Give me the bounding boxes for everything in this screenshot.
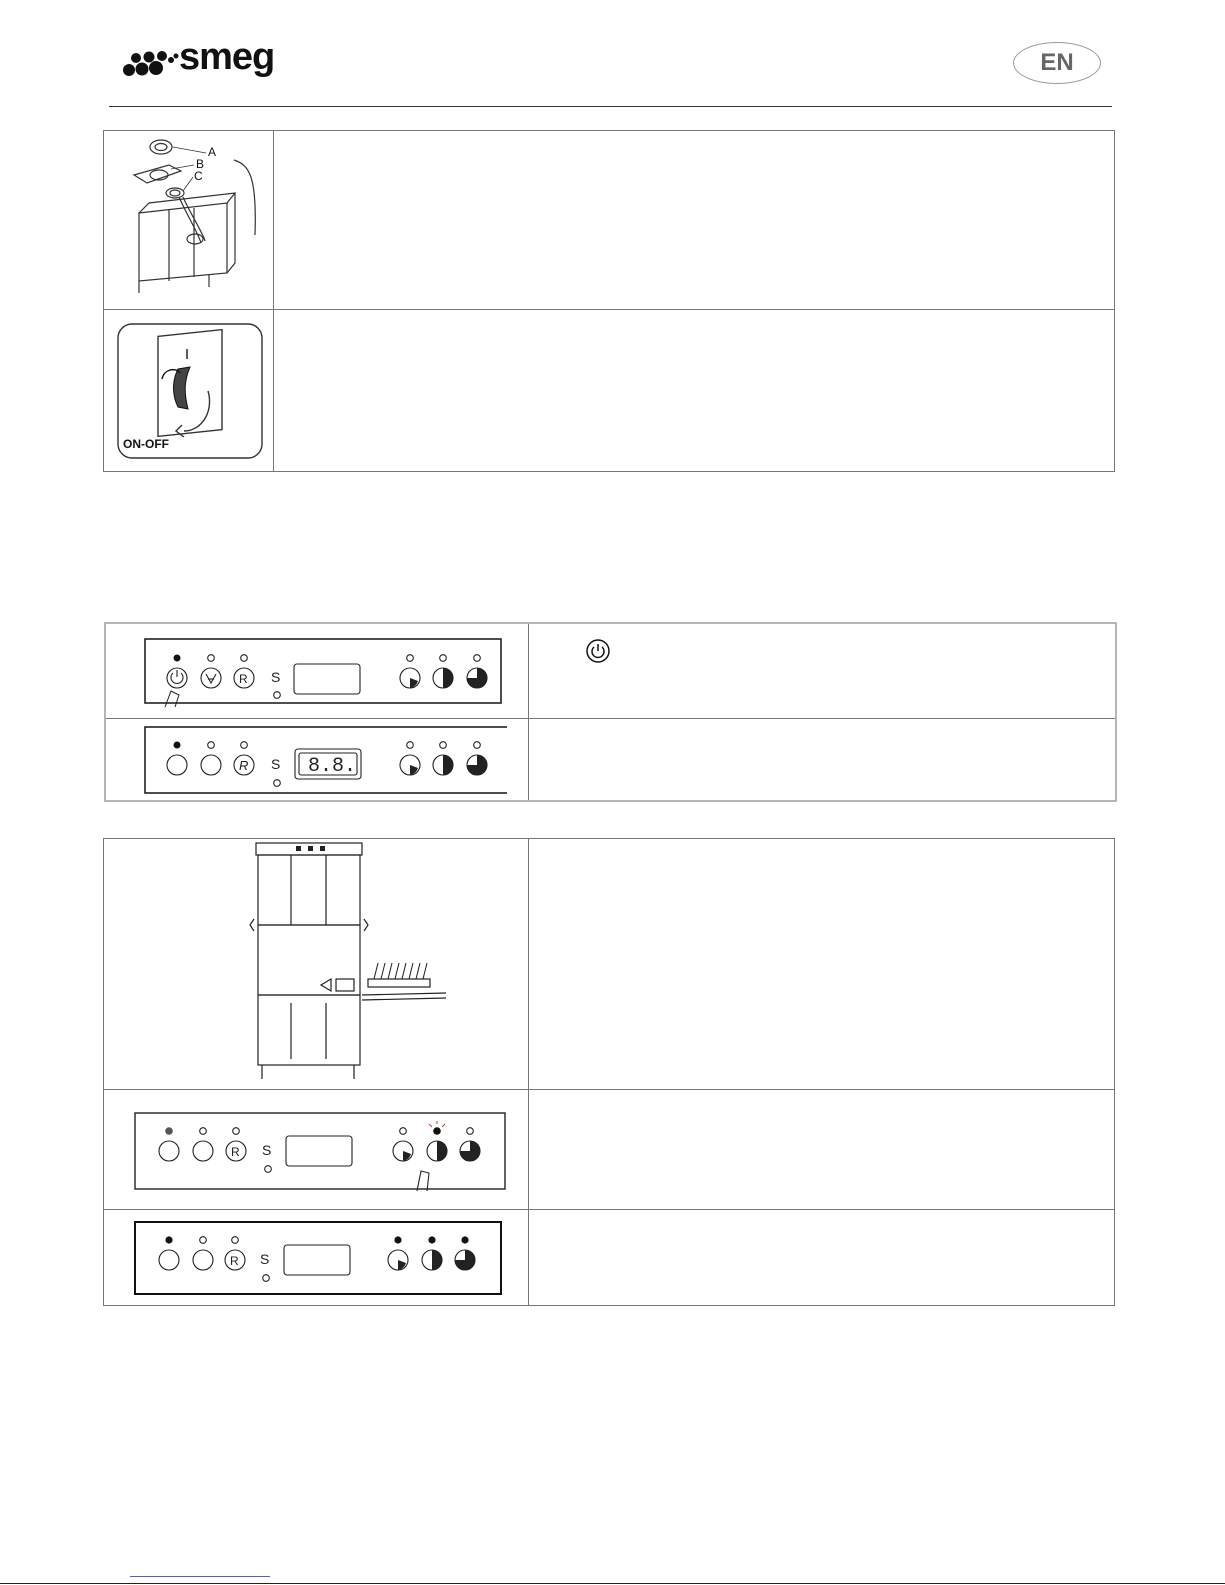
drain-icon bbox=[201, 668, 221, 688]
filter-illustration bbox=[109, 135, 269, 305]
smeg-logo bbox=[121, 36, 296, 82]
loading-text-cell bbox=[529, 839, 1115, 1090]
panel-running-cell bbox=[104, 1210, 529, 1306]
table-row bbox=[105, 718, 1116, 801]
table-row bbox=[104, 1210, 1115, 1306]
filter-text-cell bbox=[274, 131, 1115, 310]
svg-text:R: R bbox=[238, 758, 249, 774]
steps-table-1 bbox=[103, 130, 1115, 472]
panel-power-cell bbox=[105, 623, 528, 718]
header-divider bbox=[109, 106, 1112, 107]
control-panel-display bbox=[127, 721, 507, 797]
svg-text:R: R bbox=[238, 671, 248, 686]
svg-text:S: S bbox=[262, 1141, 272, 1158]
footer-divider bbox=[0, 1583, 1225, 1584]
table-row bbox=[104, 1090, 1115, 1210]
power-icon bbox=[585, 638, 611, 664]
table-row bbox=[104, 839, 1115, 1090]
switch-text-cell bbox=[274, 310, 1115, 472]
main-switch-illustration bbox=[114, 321, 264, 461]
table-row bbox=[104, 310, 1115, 472]
power-text-cell bbox=[528, 623, 1116, 718]
label-a: A bbox=[207, 145, 216, 159]
display-text-cell bbox=[528, 718, 1116, 801]
panel-display-cell bbox=[105, 718, 528, 801]
steps-table-3 bbox=[103, 838, 1115, 1306]
control-panel-select-cycle bbox=[121, 1107, 511, 1193]
pointing-hand-icon bbox=[165, 691, 179, 707]
machine-figure-cell bbox=[104, 839, 529, 1090]
filter-figure-cell bbox=[104, 131, 274, 310]
footer-link-underline[interactable] bbox=[130, 1576, 270, 1577]
switch-figure-cell bbox=[104, 310, 274, 472]
panel-select-cell bbox=[104, 1090, 529, 1210]
table-row bbox=[104, 131, 1115, 310]
control-panel-power bbox=[127, 633, 507, 709]
label-c: C bbox=[193, 169, 203, 183]
language-badge: EN bbox=[1013, 42, 1101, 84]
running-text-cell bbox=[529, 1210, 1115, 1306]
table-row bbox=[105, 623, 1116, 718]
steps-table-2 bbox=[104, 622, 1117, 802]
label-b: B bbox=[195, 157, 204, 171]
control-panel-running bbox=[121, 1218, 511, 1298]
svg-text:S: S bbox=[260, 1250, 270, 1267]
select-text-cell bbox=[529, 1090, 1115, 1210]
cycle-icon: S bbox=[270, 668, 281, 685]
svg-text:S: S bbox=[270, 756, 281, 773]
svg-text:R: R bbox=[231, 1144, 240, 1159]
on-off-label: ON-OFF bbox=[122, 436, 169, 451]
brand-wordmark: smeg bbox=[179, 36, 275, 78]
display-readout: 8.8. bbox=[307, 755, 356, 779]
dishwasher-illustration bbox=[186, 839, 446, 1089]
svg-text:R: R bbox=[230, 1253, 239, 1268]
